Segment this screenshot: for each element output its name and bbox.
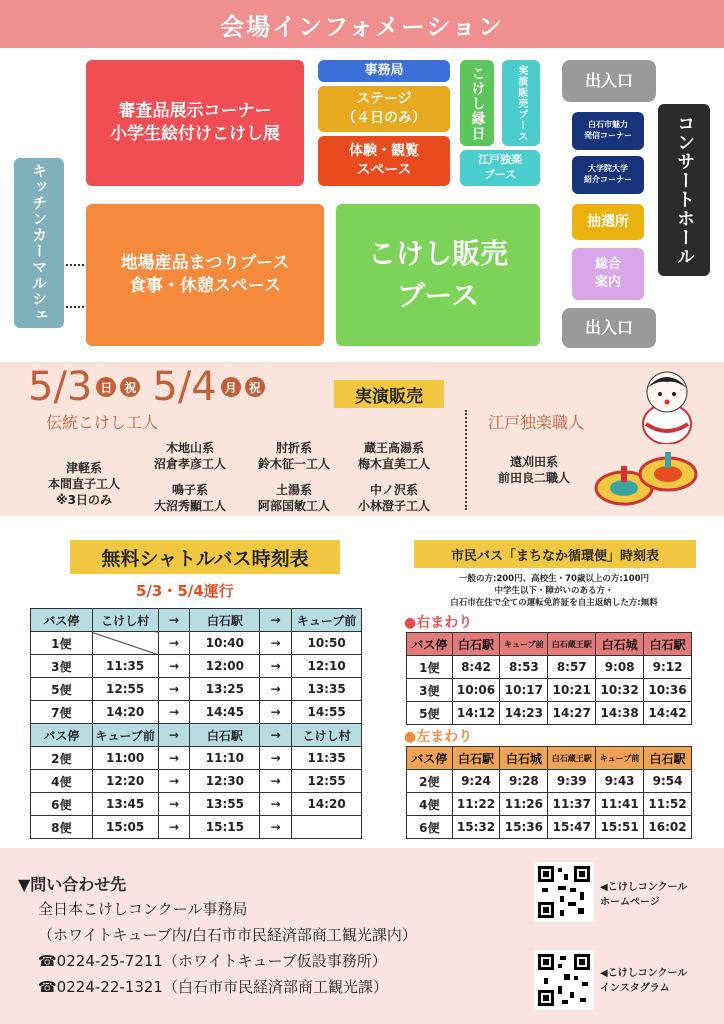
table-cell [292, 816, 362, 839]
table-cell: → [158, 678, 190, 701]
fare-line-3: 白石市在住で全ての運転免許証を自主返納した方:無料 [450, 597, 658, 608]
kokeshi-enmusubi-box: こけし縁日 [460, 60, 494, 146]
table-cell: 10:32 [596, 679, 644, 702]
table-cell: 9:43 [596, 770, 644, 793]
table-cell: 11:35 [292, 747, 362, 770]
table-cell: 11:22 [452, 793, 500, 816]
sogo-annai-box: 総合 案内 [572, 248, 644, 300]
table-cell: 8便 [31, 816, 93, 839]
shuttle-table [30, 608, 362, 839]
table-cell: キューブ前 [500, 633, 548, 656]
table-cell: 11:37 [548, 793, 596, 816]
table-cell: → [260, 609, 292, 632]
jiba-booth: 地場産品まつりブース 食事・休憩スペース [86, 204, 324, 346]
table-cell: 7便 [31, 701, 93, 724]
table-row [407, 679, 692, 702]
craftsman-naruko: 鳴子系 大沼秀顯工人 [153, 483, 226, 514]
table-cell: 15:05 [92, 816, 158, 839]
table-row [31, 632, 362, 655]
koma-top-illustration [594, 446, 704, 516]
table-cell: 14:38 [596, 702, 644, 725]
table-cell: 11:41 [596, 793, 644, 816]
table-cell: 10:36 [644, 679, 692, 702]
jitsuen-booth-box: 実演販売ブース [502, 60, 540, 146]
table-cell: 9:08 [596, 656, 644, 679]
table-cell: → [158, 770, 190, 793]
table-cell: バス停 [407, 747, 453, 770]
page-title: 会場インフォメーション [0, 0, 724, 48]
craftsman-edo: 遠刈田系 前田良二職人 [497, 455, 570, 486]
table-cell: バス停 [31, 724, 93, 747]
contact-tel-1: ☎0224-25-7211（ホワイトキューブ仮設事務所） [38, 952, 387, 970]
left-loop-table [406, 746, 692, 839]
table-cell: 12:55 [292, 770, 362, 793]
craftsman-tsugaru: 津軽系 本間直子工人 ※3日のみ [47, 461, 120, 508]
table-header-row [407, 633, 692, 656]
table-cell: 16:02 [644, 816, 692, 839]
jitsuen-title: 実演販売 [334, 380, 444, 408]
daigakuin-corner: 大学院大学 紹介コーナー [572, 156, 644, 194]
chusen-box: 抽選所 [572, 204, 644, 240]
table-row [407, 770, 692, 793]
table-cell: 13:35 [292, 678, 362, 701]
table-cell: 8:42 [452, 656, 500, 679]
table-cell: 白石城 [596, 633, 644, 656]
table-row [31, 655, 362, 678]
table-cell: → [260, 655, 292, 678]
table-cell: 14:20 [92, 701, 158, 724]
date-2: 5/4 [152, 364, 217, 410]
date-1: 5/3 [28, 364, 93, 410]
kitchen-car-box: キッチンカーマルシェ [14, 158, 64, 328]
craftsman-hijiori: 肘折系 鈴木征一工人 [257, 441, 330, 472]
entrance-top: 出入口 [562, 60, 656, 102]
fare-line-1: 一般の方:200円、高校生・70歳以上の方:100円 [458, 574, 650, 584]
table-cell: こけし村 [292, 724, 362, 747]
table-cell: こけし村 [92, 609, 158, 632]
table-cell: → [158, 609, 190, 632]
table-row [31, 770, 362, 793]
table-cell: 12:55 [92, 678, 158, 701]
table-cell: 11:00 [92, 747, 158, 770]
table-cell: 8:53 [500, 656, 548, 679]
category-kokeshi: 伝統こけし工人 [46, 413, 159, 432]
table-cell: → [158, 655, 190, 678]
table-row [31, 678, 362, 701]
contact-org-sub: （ホワイトキューブ内/白石市市民経済部商工観光課内） [38, 926, 417, 944]
left-loop-label: ●左まわり [404, 729, 473, 745]
table-cell: → [260, 632, 292, 655]
table-cell: 14:27 [548, 702, 596, 725]
table-cell: 15:51 [596, 816, 644, 839]
table-cell: 5便 [407, 702, 453, 725]
right-loop-label: ●右まわり [404, 615, 473, 631]
table-row [31, 747, 362, 770]
table-cell: 14:20 [292, 793, 362, 816]
table-cell: 9:28 [500, 770, 548, 793]
table-cell: → [260, 701, 292, 724]
table-cell: → [260, 678, 292, 701]
table-cell: 白石駅 [452, 633, 500, 656]
table-cell: → [260, 793, 292, 816]
edo-koma-booth: 江戸独楽 ブース [460, 150, 540, 186]
craftsman-tsuchiyu: 土湯系 阿部国敏工人 [257, 483, 330, 514]
table-row [31, 816, 362, 839]
table-cell: 3便 [407, 679, 453, 702]
table-cell: 6便 [407, 816, 453, 839]
shinsa-corner: 審査品展示コーナー 小学生絵付けこけし展 [86, 60, 304, 186]
table-cell: 10:50 [292, 632, 362, 655]
homepage-qr-label: ◀こけしコンクール ホームページ [600, 882, 688, 908]
weekday-2: 月 [221, 377, 241, 397]
table-cell: 9:24 [452, 770, 500, 793]
shuttle-title: 無料シャトルバス時刻表 [70, 540, 340, 574]
table-cell: 白石駅 [452, 747, 500, 770]
table-row [407, 793, 692, 816]
table-cell: 1便 [407, 656, 453, 679]
homepage-qr-code[interactable] [534, 862, 594, 922]
table-cell: 10:40 [190, 632, 260, 655]
table-header-row [407, 747, 692, 770]
instagram-qr-label: ◀こけしコンクール インスタグラム [600, 968, 688, 994]
weekday-1: 日 [96, 377, 116, 397]
table-cell: キューブ前 [92, 724, 158, 747]
table-cell: 12:30 [190, 770, 260, 793]
table-cell: 9:54 [644, 770, 692, 793]
table-cell: → [260, 747, 292, 770]
table-cell: 白石蔵王駅 [548, 747, 596, 770]
table-row [31, 793, 362, 816]
table-cell: 11:10 [190, 747, 260, 770]
table-cell: 15:36 [500, 816, 548, 839]
kokeshi-doll-illustration [636, 368, 698, 444]
craftsman-nakanosawa: 中ノ沢系 小林澄子工人 [357, 483, 430, 514]
table-cell: 11:35 [92, 655, 158, 678]
table-cell: 白石駅 [190, 724, 260, 747]
table-row [407, 816, 692, 839]
table-cell: キューブ前 [596, 747, 644, 770]
craftsman-zao: 蔵王高湯系 梅木直美工人 [357, 441, 430, 472]
fare-line-2: 中学生以下・障がいのある方・ [494, 585, 614, 596]
table-cell [92, 632, 158, 655]
table-cell: 14:42 [644, 702, 692, 725]
table-cell: 15:47 [548, 816, 596, 839]
table-cell: → [158, 701, 190, 724]
table-cell: 14:45 [190, 701, 260, 724]
table-cell: 8:57 [548, 656, 596, 679]
table-cell: → [260, 724, 292, 747]
table-cell: 13:45 [92, 793, 158, 816]
shiroishi-miryoku-corner: 白石市魅力 発信コーナー [572, 112, 644, 150]
table-cell: バス停 [31, 609, 93, 632]
table-cell: 13:25 [190, 678, 260, 701]
table-cell: → [158, 747, 190, 770]
table-row [31, 701, 362, 724]
table-cell: 6便 [31, 793, 93, 816]
table-row [407, 656, 692, 679]
table-cell: 12:20 [92, 770, 158, 793]
table-cell: 白石駅 [190, 609, 260, 632]
table-cell: 2便 [407, 770, 453, 793]
table-cell: 14:55 [292, 701, 362, 724]
taiken-box: 体験・観覧 スペース [318, 136, 450, 186]
table-cell: 5便 [31, 678, 93, 701]
table-cell: 11:52 [644, 793, 692, 816]
table-cell: 9:12 [644, 656, 692, 679]
concert-hall-box: コンサートホール [658, 104, 710, 276]
table-cell: 15:32 [452, 816, 500, 839]
table-cell: → [260, 816, 292, 839]
table-cell: 15:15 [190, 816, 260, 839]
table-cell: 10:06 [452, 679, 500, 702]
table-cell: 白石駅 [644, 633, 692, 656]
contact-title: ▼問い合わせ先 [18, 875, 127, 894]
table-cell: 10:21 [548, 679, 596, 702]
table-cell: 4便 [31, 770, 93, 793]
table-cell: 14:12 [452, 702, 500, 725]
table-cell: バス停 [407, 633, 453, 656]
table-header-row [31, 609, 362, 632]
kokeshi-hanbai-booth: こけし販売 ブース [336, 204, 540, 346]
table-cell: → [158, 724, 190, 747]
table-cell: 12:00 [190, 655, 260, 678]
table-cell: → [260, 770, 292, 793]
table-cell: → [158, 816, 190, 839]
stage-box: ステージ （４日のみ） [318, 86, 450, 132]
table-cell: 白石蔵王駅 [548, 633, 596, 656]
table-cell: 9:39 [548, 770, 596, 793]
contact-org: 全日本こけしコンクール事務局 [38, 900, 248, 918]
table-cell: 13:55 [190, 793, 260, 816]
category-edo: 江戸独楽職人 [488, 413, 585, 432]
citybus-title: 市民バス「まちなか循環便」時刻表 [414, 540, 696, 568]
table-cell: 白石駅 [644, 747, 692, 770]
holiday-1: 祝 [120, 377, 140, 397]
craftsman-kijiyama: 木地山系 沼倉孝彦工人 [153, 441, 226, 472]
table-cell: 12:10 [292, 655, 362, 678]
contact-tel-2: ☎0224-22-1321（白石市市民経済部商工観光課） [38, 978, 388, 996]
table-cell: 10:17 [500, 679, 548, 702]
table-cell: 2便 [31, 747, 93, 770]
right-loop-table [406, 632, 692, 725]
holiday-2: 祝 [245, 377, 265, 397]
table-header-row [31, 724, 362, 747]
entrance-bottom: 出入口 [562, 308, 656, 348]
table-cell: 14:23 [500, 702, 548, 725]
table-cell: → [158, 793, 190, 816]
table-cell: 4便 [407, 793, 453, 816]
table-cell: 3便 [31, 655, 93, 678]
table-cell: → [158, 632, 190, 655]
table-cell: 1便 [31, 632, 93, 655]
table-cell: 11:26 [500, 793, 548, 816]
table-cell: キューブ前 [292, 609, 362, 632]
table-cell: 白石城 [500, 747, 548, 770]
table-row [407, 702, 692, 725]
jimukyoku-box: 事務局 [318, 60, 450, 82]
instagram-qr-code[interactable] [534, 950, 594, 1010]
shuttle-subtitle: 5/3・5/4運行 [136, 582, 234, 600]
